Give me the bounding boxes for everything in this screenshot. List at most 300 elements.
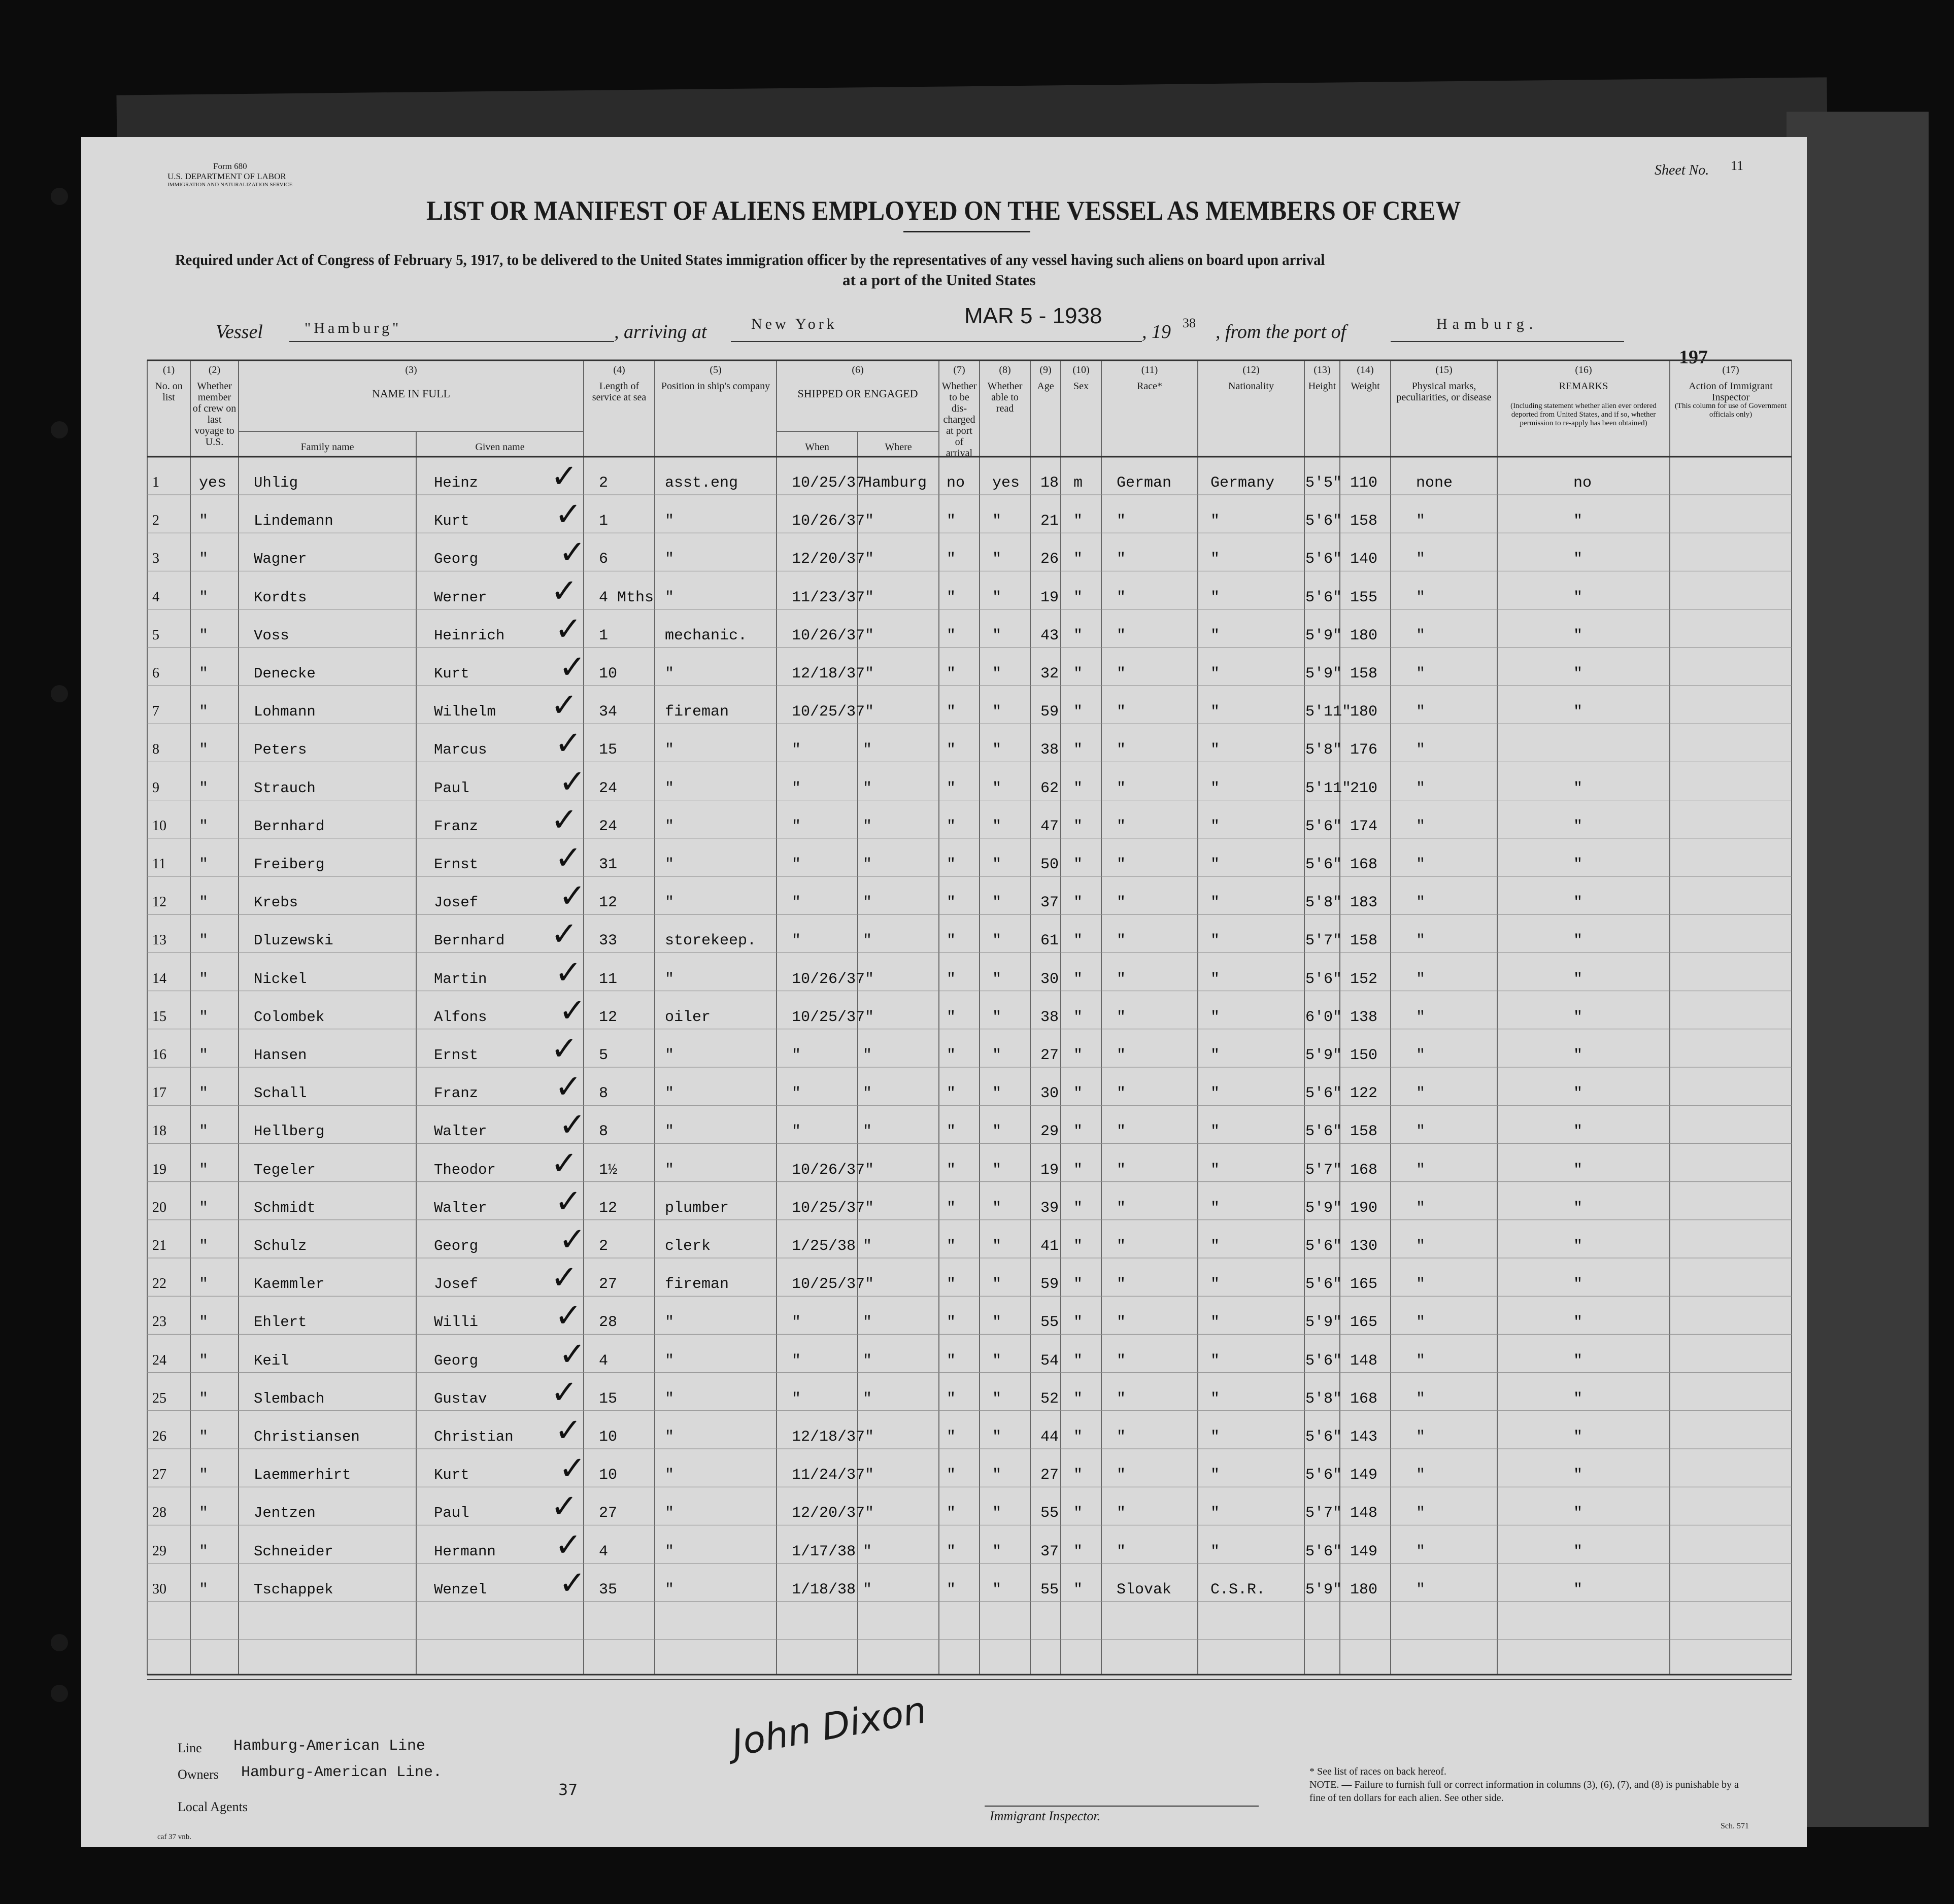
column-number: (1) <box>162 364 175 376</box>
position: " <box>665 894 675 912</box>
sex: " <box>1073 1581 1083 1599</box>
row-number: 12 <box>152 894 166 910</box>
family-name: Lindemann <box>254 513 333 530</box>
page-title: LIST OR MANIFEST OF ALIENS EMPLOYED ON THE VESSEL AS MEMBERS OF CREW <box>426 195 1461 226</box>
physical-marks: " <box>1416 970 1426 988</box>
race: " <box>1117 1276 1126 1294</box>
position: clerk <box>665 1238 711 1255</box>
weight: 168 <box>1350 1390 1378 1408</box>
age: 55 <box>1040 1581 1059 1599</box>
sex: " <box>1073 1008 1083 1026</box>
column-number: (8) <box>999 364 1011 376</box>
age: 39 <box>1040 1199 1059 1217</box>
remarks: " <box>1573 1238 1583 1255</box>
shipped-when: " <box>792 1352 801 1370</box>
weight: 158 <box>1350 1123 1378 1141</box>
discharged: " <box>947 1238 956 1255</box>
weight: 130 <box>1350 1238 1378 1255</box>
height: 5'5" <box>1305 474 1342 492</box>
column-number: (11) <box>1141 364 1158 376</box>
age: 62 <box>1040 779 1059 797</box>
discharged: " <box>947 1390 956 1408</box>
row-number: 27 <box>152 1467 166 1483</box>
given-name: Paul <box>434 779 469 797</box>
height: 5'6" <box>1305 1123 1342 1141</box>
length-of-service: 15 <box>599 741 618 759</box>
last-voyage: yes <box>199 474 227 492</box>
weight: 143 <box>1350 1429 1378 1446</box>
shipped-where: " <box>863 1314 872 1332</box>
length-of-service: 10 <box>599 1429 618 1446</box>
height: 5'6" <box>1305 589 1342 606</box>
physical-marks: " <box>1416 1581 1426 1599</box>
family-name: Bernhard <box>254 818 325 835</box>
sex: " <box>1073 1085 1083 1103</box>
able-to-read: " <box>992 1008 1002 1026</box>
row-number: 29 <box>152 1543 166 1559</box>
shipped-when: 10/25/37" <box>792 703 874 721</box>
check-mark-icon: ✓ <box>559 763 586 801</box>
physical-marks: " <box>1416 1429 1426 1446</box>
column-label: Whether to be dis-charged at port of arrival <box>941 381 977 459</box>
remarks: " <box>1573 513 1583 530</box>
column-number: (7) <box>953 364 965 376</box>
shipped-when: 10/26/37" <box>792 1161 874 1179</box>
nationality: " <box>1210 894 1220 912</box>
given-name: Gustav <box>434 1390 487 1407</box>
last-voyage: " <box>199 1085 209 1103</box>
remarks: " <box>1573 1008 1583 1026</box>
shipped-when: " <box>792 1123 801 1141</box>
check-mark-icon: ✓ <box>551 1259 578 1297</box>
check-mark-icon: ✓ <box>551 1144 578 1182</box>
shipped-when: 10/25/37" <box>792 1008 874 1026</box>
remarks: " <box>1573 1123 1583 1141</box>
binder-hole <box>51 1634 68 1651</box>
remarks: " <box>1573 1390 1583 1408</box>
nationality: " <box>1210 1467 1220 1484</box>
able-to-read: " <box>992 1047 1002 1064</box>
sex: " <box>1073 932 1083 950</box>
position: oiler <box>665 1008 711 1026</box>
family-name: Voss <box>254 627 289 644</box>
length-of-service: 12 <box>599 894 618 912</box>
last-voyage: " <box>199 1505 209 1522</box>
position: " <box>665 856 675 873</box>
check-mark-icon: ✓ <box>551 1030 578 1068</box>
nationality: " <box>1210 1543 1220 1560</box>
shipped-when: 10/26/37" <box>792 970 874 988</box>
physical-marks: " <box>1416 551 1426 568</box>
height: 5'6" <box>1305 1276 1342 1294</box>
shipped-when: " <box>792 1047 801 1064</box>
able-to-read: " <box>992 1352 1002 1370</box>
given-name: Wenzel <box>434 1581 487 1598</box>
given-name: Josef <box>434 1276 479 1293</box>
discharged: " <box>947 856 956 873</box>
shipped-when: 11/24/37" <box>792 1467 874 1484</box>
row-number: 2 <box>152 513 159 529</box>
family-name: Wagner <box>254 551 307 568</box>
underline <box>731 341 964 342</box>
shipped-where: " <box>863 1352 872 1370</box>
position: storekeep. <box>665 932 757 950</box>
height: 5'6" <box>1305 1238 1342 1255</box>
underline <box>959 341 1142 342</box>
height: 5'7" <box>1305 1505 1342 1522</box>
family-name: Tschappek <box>254 1581 333 1598</box>
owners-value: Hamburg-American Line. <box>241 1764 443 1781</box>
row-number: 17 <box>152 1085 166 1101</box>
row-number: 15 <box>152 1008 166 1025</box>
sheet-number: 11 <box>1731 158 1744 173</box>
discharged: " <box>947 1085 956 1103</box>
physical-marks: " <box>1416 1199 1426 1217</box>
position: " <box>665 513 675 530</box>
inspector-label: Immigrant Inspector. <box>990 1809 1101 1823</box>
column-note: (This column for use of Government officials only) <box>1674 402 1787 419</box>
last-voyage: " <box>199 1467 209 1484</box>
row-number: 5 <box>152 627 159 643</box>
last-voyage: " <box>199 1314 209 1332</box>
shipped-when: 12/18/37" <box>792 1429 874 1446</box>
nationality: " <box>1210 589 1220 606</box>
shipped-when: " <box>792 1314 801 1332</box>
column-number: (3) <box>405 364 417 376</box>
given-name: Walter <box>434 1123 487 1140</box>
remarks: " <box>1573 1085 1583 1103</box>
weight: 155 <box>1350 589 1378 606</box>
discharged: " <box>947 1123 956 1141</box>
length-of-service: 4 <box>599 1543 609 1560</box>
physical-marks: " <box>1416 589 1426 606</box>
row-number: 4 <box>152 589 159 605</box>
last-voyage: " <box>199 1390 209 1408</box>
length-of-service: 8 <box>599 1085 609 1103</box>
physical-marks: " <box>1416 1467 1426 1484</box>
position: " <box>665 1429 675 1446</box>
nationality: " <box>1210 1505 1220 1522</box>
physical-marks: " <box>1416 1008 1426 1026</box>
given-name: Werner <box>434 589 487 606</box>
row-number: 18 <box>152 1123 166 1139</box>
physical-marks: none <box>1416 474 1453 492</box>
sex: " <box>1073 818 1083 835</box>
given-name: Ernst <box>434 1047 479 1064</box>
shipped-when: " <box>792 894 801 912</box>
stamp-number: 197 <box>1679 347 1708 368</box>
height: 5'7" <box>1305 1161 1342 1179</box>
given-name: Martin <box>434 970 487 988</box>
age: 47 <box>1040 818 1059 835</box>
shipped-where: " <box>863 1047 872 1064</box>
length-of-service: 5 <box>599 1047 609 1064</box>
sex: " <box>1073 856 1083 873</box>
nationality: " <box>1210 1161 1220 1179</box>
physical-marks: " <box>1416 1238 1426 1255</box>
check-mark-icon: ✓ <box>559 992 586 1030</box>
nationality: Germany <box>1210 474 1275 492</box>
row-number: 6 <box>152 665 159 681</box>
family-name: Jentzen <box>254 1505 316 1522</box>
length-of-service: 33 <box>599 932 618 950</box>
sex: " <box>1073 779 1083 797</box>
column-label: NAME IN FULL <box>372 387 450 400</box>
position: " <box>665 589 675 606</box>
arriving-label: , arriving at <box>614 321 707 343</box>
column-number: (12) <box>1242 364 1260 376</box>
column-sublabel: Family name <box>300 441 354 453</box>
weight: 158 <box>1350 932 1378 950</box>
height: 5'8" <box>1305 894 1342 912</box>
check-mark-icon: ✓ <box>551 915 578 954</box>
binder-hole <box>51 188 68 205</box>
sex: " <box>1073 513 1083 530</box>
check-mark-icon: ✓ <box>551 1488 578 1526</box>
physical-marks: " <box>1416 627 1426 644</box>
shipped-when: 10/25/37 <box>792 474 865 492</box>
able-to-read: " <box>992 589 1002 606</box>
shipped-when: " <box>792 1390 801 1408</box>
weight: 168 <box>1350 1161 1378 1179</box>
given-name: Heinrich <box>434 627 505 644</box>
family-name: Freiberg <box>254 856 325 873</box>
family-name: Lohmann <box>254 703 316 721</box>
shipped-where: " <box>863 1085 872 1103</box>
position: " <box>665 741 675 759</box>
date-stamp: MAR 5 - 1938 <box>964 303 1102 328</box>
discharged: " <box>947 1467 956 1484</box>
race: " <box>1117 665 1126 683</box>
check-mark-icon: ✓ <box>551 801 578 839</box>
able-to-read: " <box>992 1390 1002 1408</box>
remarks: " <box>1573 1505 1583 1522</box>
discharged: " <box>947 1314 956 1332</box>
shipped-when: 12/20/37" <box>792 1505 874 1522</box>
weight: 174 <box>1350 818 1378 835</box>
sex: " <box>1073 1543 1083 1560</box>
row-number: 3 <box>152 551 159 567</box>
nationality: " <box>1210 1085 1220 1103</box>
age: 44 <box>1040 1429 1059 1446</box>
weight: 165 <box>1350 1314 1378 1332</box>
weight: 158 <box>1350 665 1378 683</box>
physical-marks: " <box>1416 665 1426 683</box>
race: " <box>1117 779 1126 797</box>
row-number: 30 <box>152 1581 166 1597</box>
race: " <box>1117 1161 1126 1179</box>
position: " <box>665 1505 675 1522</box>
height: 5'6" <box>1305 970 1342 988</box>
sex: m <box>1073 474 1083 492</box>
signature-line <box>985 1806 1259 1807</box>
given-name: Georg <box>434 1352 479 1369</box>
check-mark-icon: ✓ <box>555 725 582 763</box>
discharged: " <box>947 1505 956 1522</box>
family-name: Ehlert <box>254 1314 307 1331</box>
form-number: Form 680 <box>213 161 247 171</box>
height: 5'6" <box>1305 856 1342 873</box>
service-name: IMMIGRATION AND NATURALIZATION SERVICE <box>167 182 293 188</box>
race: " <box>1117 1085 1126 1103</box>
race: " <box>1117 970 1126 988</box>
shipped-where: " <box>863 932 872 950</box>
shipped-when: 1/17/38 <box>792 1543 856 1560</box>
height: 5'6" <box>1305 1467 1342 1484</box>
discharged: " <box>947 894 956 912</box>
check-mark-icon: ✓ <box>555 496 582 534</box>
shipped-when: 10/25/37" <box>792 1276 874 1294</box>
sex: " <box>1073 1238 1083 1255</box>
race: " <box>1117 741 1126 759</box>
from-label: , from the port of <box>1216 321 1346 343</box>
shipped-where: " <box>863 1581 872 1599</box>
given-name: Alfons <box>434 1008 487 1026</box>
sex: " <box>1073 703 1083 721</box>
height: 5'9" <box>1305 1199 1342 1217</box>
last-voyage: " <box>199 779 209 797</box>
position: " <box>665 1161 675 1179</box>
remarks: " <box>1573 818 1583 835</box>
check-mark-icon: ✓ <box>559 1450 586 1488</box>
subtitle-line-1: Required under Act of Congress of February 5, 1917, to be delivered to the United States immigration officer by the representatives of any vessel having such aliens on board upon arrival <box>175 251 1325 268</box>
age: 30 <box>1040 970 1059 988</box>
shipped-when: 11/23/37" <box>792 589 874 606</box>
able-to-read: " <box>992 932 1002 950</box>
race: " <box>1117 932 1126 950</box>
column-label: REMARKS <box>1559 381 1608 392</box>
remarks: " <box>1573 1581 1583 1599</box>
column-label: Physical marks, peculiarities, or disease <box>1396 381 1492 403</box>
check-mark-icon: ✓ <box>559 649 586 686</box>
last-voyage: " <box>199 1199 209 1217</box>
height: 5'9" <box>1305 1581 1342 1599</box>
sex: " <box>1073 1199 1083 1217</box>
length-of-service: 31 <box>599 856 618 873</box>
nationality: " <box>1210 1199 1220 1217</box>
height: 5'6" <box>1305 1429 1342 1446</box>
physical-marks: " <box>1416 894 1426 912</box>
family-name: Schneider <box>254 1543 333 1560</box>
shipped-when: 10/26/37" <box>792 627 874 644</box>
column-label: SHIPPED OR ENGAGED <box>797 387 918 400</box>
nationality: " <box>1210 551 1220 568</box>
length-of-service: 2 <box>599 1238 609 1255</box>
age: 52 <box>1040 1390 1059 1408</box>
last-voyage: " <box>199 1238 209 1255</box>
position: " <box>665 818 675 835</box>
length-of-service: 28 <box>599 1314 618 1332</box>
race: " <box>1117 551 1126 568</box>
able-to-read: " <box>992 1429 1002 1446</box>
column-number: (9) <box>1039 364 1052 376</box>
family-name: Slembach <box>254 1390 325 1407</box>
column-number: (6) <box>852 364 864 376</box>
remarks: " <box>1573 1161 1583 1179</box>
race: " <box>1117 1467 1126 1484</box>
given-name: Georg <box>434 551 479 568</box>
remarks: " <box>1573 932 1583 950</box>
remarks: " <box>1573 894 1583 912</box>
family-name: Tegeler <box>254 1161 316 1178</box>
length-of-service: 27 <box>599 1276 618 1294</box>
sex: " <box>1073 665 1083 683</box>
column-label: Position in ship's company <box>661 381 770 392</box>
remarks: " <box>1573 1276 1583 1294</box>
family-name: Christiansen <box>254 1429 360 1445</box>
given-name: Christian <box>434 1429 514 1445</box>
position: fireman <box>665 703 729 721</box>
weight: 210 <box>1350 779 1378 797</box>
race: " <box>1117 627 1126 644</box>
length-of-service: 24 <box>599 779 618 797</box>
schedule-number: Sch. 571 <box>1721 1822 1749 1830</box>
row-number: 13 <box>152 932 166 948</box>
physical-marks: " <box>1416 1047 1426 1064</box>
check-mark-icon: ✓ <box>559 877 586 915</box>
last-voyage: " <box>199 1581 209 1599</box>
sex: " <box>1073 894 1083 912</box>
length-of-service: 10 <box>599 1467 618 1484</box>
binder-hole <box>51 1685 68 1702</box>
discharged: " <box>947 1352 956 1370</box>
age: 19 <box>1040 1161 1059 1179</box>
given-name: Marcus <box>434 741 487 759</box>
row-number: 20 <box>152 1199 166 1215</box>
last-voyage: " <box>199 818 209 835</box>
local-agents-label: Local Agents <box>178 1799 248 1814</box>
race: " <box>1117 589 1126 606</box>
check-mark-icon: ✓ <box>555 1526 582 1564</box>
age: 21 <box>1040 513 1059 530</box>
race: " <box>1117 1314 1126 1332</box>
position: " <box>665 1467 675 1484</box>
discharged: " <box>947 627 956 644</box>
column-label: Length of service at sea <box>592 381 647 403</box>
discharged: no <box>947 474 965 492</box>
sex: " <box>1073 1123 1083 1141</box>
sex: " <box>1073 589 1083 606</box>
weight: 140 <box>1350 551 1378 568</box>
nationality: " <box>1210 779 1220 797</box>
age: 27 <box>1040 1047 1059 1064</box>
check-mark-icon: ✓ <box>555 1182 582 1220</box>
column-sublabel: Where <box>885 441 912 453</box>
position: " <box>665 1123 675 1141</box>
race: " <box>1117 1123 1126 1141</box>
weight: 138 <box>1350 1008 1378 1026</box>
physical-marks: " <box>1416 932 1426 950</box>
discharged: " <box>947 665 956 683</box>
able-to-read: " <box>992 1467 1002 1484</box>
last-voyage: " <box>199 627 209 644</box>
position: " <box>665 1314 675 1332</box>
physical-marks: " <box>1416 1123 1426 1141</box>
nationality: " <box>1210 1352 1220 1370</box>
nationality: C.S.R. <box>1210 1581 1266 1599</box>
given-name: Bernhard <box>434 932 505 949</box>
check-mark-icon: ✓ <box>551 572 578 610</box>
remarks: " <box>1573 779 1583 797</box>
nationality: " <box>1210 856 1220 873</box>
able-to-read: " <box>992 1123 1002 1141</box>
length-of-service: 1 <box>599 627 609 644</box>
family-name: Uhlig <box>254 474 298 491</box>
check-mark-icon: ✓ <box>555 839 582 877</box>
remarks: " <box>1573 665 1583 683</box>
sex: " <box>1073 741 1083 759</box>
weight: 122 <box>1350 1085 1378 1103</box>
